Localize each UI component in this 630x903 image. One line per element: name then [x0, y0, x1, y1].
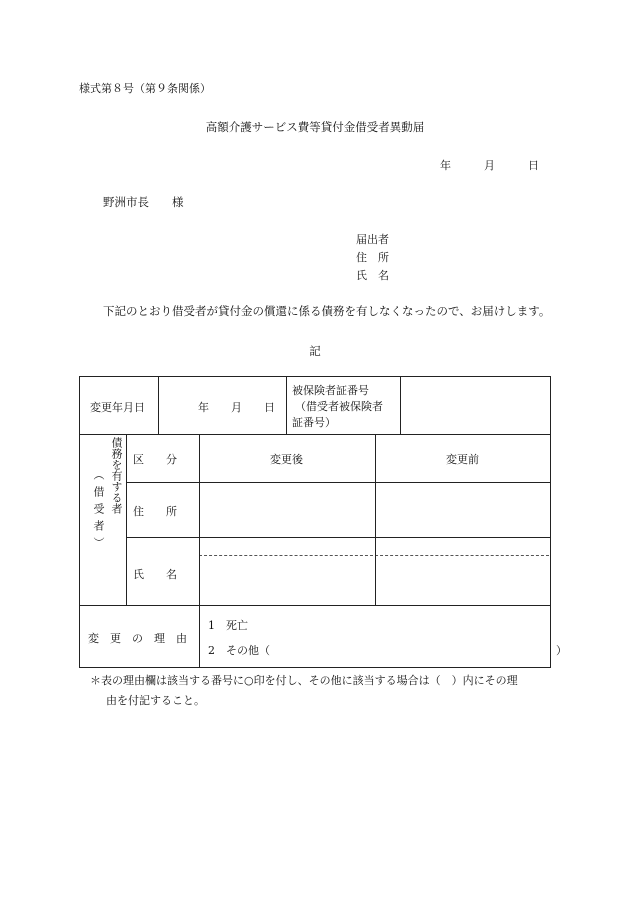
date-year-label: 年 — [440, 159, 451, 172]
reason-option-death: 1 死亡 — [208, 619, 248, 632]
category-header: 区 分 — [133, 453, 177, 466]
address-row-label: 住 所 — [133, 505, 177, 518]
after-header: 変更後 — [270, 453, 303, 466]
addressee: 野洲市長 様 — [103, 195, 184, 209]
row-divider — [80, 434, 550, 435]
col-divider — [158, 377, 159, 434]
change-date-label: 変更年月日 — [90, 401, 145, 414]
body-text: 下記のとおり借受者が貸付金の償還に係る債務を有しなくなったので、お届けします。 — [103, 304, 551, 318]
notifier-name-label: 氏 名 — [356, 269, 389, 282]
ki-heading: 記 — [309, 344, 321, 358]
insured-number-label-1: 被保険者証番号 — [292, 384, 369, 397]
col-divider — [400, 377, 401, 434]
col-divider — [375, 434, 376, 605]
reason-label: 変 更 の 理 由 — [88, 632, 187, 645]
change-date-value: 年 月 日 — [198, 401, 275, 414]
name-reading-divider — [199, 555, 549, 556]
col-divider — [286, 377, 287, 434]
col-divider — [199, 605, 200, 668]
form-number: 様式第８号（第９条関係） — [79, 82, 211, 95]
name-row-label: 氏 名 — [133, 568, 177, 581]
document-title: 高額介護サービス費等貸付金借受者異動届 — [205, 120, 425, 134]
reason-option-other: 2 その他（ ） — [208, 644, 567, 657]
notifier-label: 届出者 — [356, 233, 389, 246]
row-divider — [80, 605, 550, 606]
row-divider — [126, 537, 550, 538]
insured-number-label-2: （借受者被保険者 — [295, 400, 383, 413]
date-line — [440, 157, 539, 173]
col-divider — [199, 434, 200, 605]
footnote — [90, 671, 560, 711]
row-divider — [126, 482, 550, 483]
date-day-label: 日 — [528, 159, 539, 172]
footnote-line-1: ＊表の理由欄は該当する番号に○印を付し、その他に該当する場合は（ ）内にその理 — [90, 674, 518, 687]
debtor-label-main: 債務を有する者 — [110, 437, 123, 514]
before-header: 変更前 — [446, 453, 479, 466]
notifier-address-label: 住 所 — [356, 251, 389, 264]
notifier-block — [356, 231, 389, 285]
date-month-label: 月 — [484, 159, 495, 172]
insured-number-label-3: 証番号） — [292, 416, 336, 429]
debtor-label-sub: （借受者） — [92, 469, 105, 554]
footnote-line-2: 由を付記すること。 — [106, 694, 205, 707]
col-divider — [126, 434, 127, 605]
change-form-table — [79, 376, 567, 668]
